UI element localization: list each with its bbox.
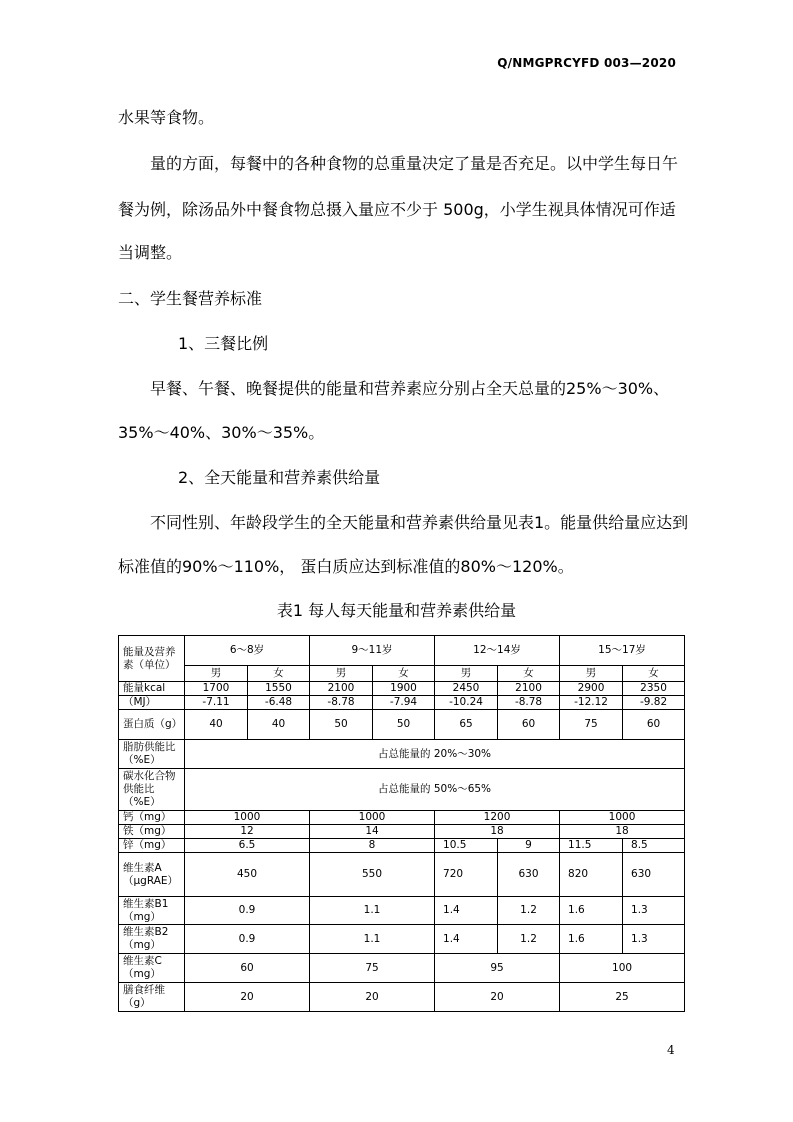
- table-cell: 450: [185, 853, 310, 897]
- table-corner-label: 能量及营养素（单位）: [119, 636, 185, 682]
- table-cell: -6.48: [248, 696, 310, 710]
- fat-label: 脂肪供能比（%E）: [119, 740, 185, 769]
- table-cell: 1.3: [623, 925, 685, 954]
- table-cell: 60: [185, 954, 310, 983]
- carb-label: 碳水化合物供能比（%E）: [119, 769, 185, 811]
- nutrition-table: [118, 635, 685, 1012]
- document-code: Q/NMGPRCYFD 003—2020: [497, 56, 676, 70]
- sex-female: 女: [248, 666, 310, 682]
- sex-female: 女: [498, 666, 560, 682]
- age-group-9-11: 9～11岁: [310, 636, 435, 666]
- table-cell: 1700: [185, 682, 248, 696]
- table-cell: 20: [185, 983, 310, 1012]
- table-cell: 65: [435, 710, 498, 740]
- fat-row: [119, 740, 685, 769]
- table-header-sex-row: [119, 666, 685, 682]
- table-cell: -7.11: [185, 696, 248, 710]
- table-cell: 2100: [310, 682, 373, 696]
- table-cell: 11.5: [560, 839, 623, 853]
- table-cell: 8: [310, 839, 435, 853]
- table-cell: 20: [310, 983, 435, 1012]
- table-cell: 2900: [560, 682, 623, 696]
- table-cell: 18: [560, 825, 685, 839]
- carb-value: 占总能量的 50%～65%: [185, 769, 685, 811]
- energy-kcal-row: [119, 682, 685, 696]
- paragraph-quantity-line2: 餐为例，除汤品外中餐食物总摄入量应不少于 500g，小学生视具体情况可作适: [118, 200, 676, 219]
- paragraph-quantity-line1: 量的方面，每餐中的各种食物的总重量决定了量是否充足。以中学生每日午: [150, 154, 679, 173]
- table-cell: 1550: [248, 682, 310, 696]
- table-cell: -8.78: [310, 696, 373, 710]
- table-cell: 75: [310, 954, 435, 983]
- table-cell: 2350: [623, 682, 685, 696]
- paragraph-continuation: 水果等食物。: [118, 108, 215, 127]
- iron-label: 铁（mg）: [119, 825, 185, 839]
- vitamin-a-row: [119, 853, 685, 897]
- table-cell: 6.5: [185, 839, 310, 853]
- table-caption: 表1 每人每天能量和营养素供给量: [276, 601, 517, 620]
- sex-female: 女: [623, 666, 685, 682]
- table-cell: 1200: [435, 811, 560, 825]
- table-cell: 630: [623, 853, 685, 897]
- paragraph-meal-ratio-line1: 早餐、午餐、晚餐提供的能量和营养素应分别占全天总量的25%～30%、: [150, 379, 670, 398]
- table-cell: 1.2: [498, 897, 560, 925]
- calcium-label: 钙（mg）: [119, 811, 185, 825]
- table-cell: 630: [498, 853, 560, 897]
- table-cell: 1.1: [310, 925, 435, 954]
- table-cell: 14: [310, 825, 435, 839]
- section-heading: 二、学生餐营养标准: [118, 289, 263, 308]
- table-cell: 60: [498, 710, 560, 740]
- table-cell: -9.82: [623, 696, 685, 710]
- table-cell: -7.94: [373, 696, 435, 710]
- table-cell: 50: [373, 710, 435, 740]
- table-cell: 0.9: [185, 925, 310, 954]
- table-cell: 820: [560, 853, 623, 897]
- sex-female: 女: [373, 666, 435, 682]
- table-cell: 1.4: [435, 925, 498, 954]
- iron-row: [119, 825, 685, 839]
- table-cell: 1000: [310, 811, 435, 825]
- age-group-6-8: 6～8岁: [185, 636, 310, 666]
- table-cell: 10.5: [435, 839, 498, 853]
- carb-row: [119, 769, 685, 811]
- table-cell: 720: [435, 853, 498, 897]
- table-cell: 18: [435, 825, 560, 839]
- table-cell: 2100: [498, 682, 560, 696]
- energy-mj-row: [119, 696, 685, 710]
- table-cell: 20: [435, 983, 560, 1012]
- table-cell: 1.2: [498, 925, 560, 954]
- table-cell: 550: [310, 853, 435, 897]
- fiber-label: 膳食纤维（g）: [119, 983, 185, 1012]
- fiber-row: [119, 983, 685, 1012]
- table-cell: 25: [560, 983, 685, 1012]
- table-cell: 100: [560, 954, 685, 983]
- paragraph-supply-line2: 标准值的90%～110%， 蛋白质应达到标准值的80%～120%。: [118, 557, 574, 576]
- table-cell: 1.1: [310, 897, 435, 925]
- table-cell: 2450: [435, 682, 498, 696]
- table-cell: 1900: [373, 682, 435, 696]
- vitamin-b1-label: 维生素B1（mg）: [119, 897, 185, 925]
- table-cell: 1.6: [560, 897, 623, 925]
- paragraph-quantity-line3: 当调整。: [118, 243, 183, 262]
- vitamin-b2-row: [119, 925, 685, 954]
- table-cell: 95: [435, 954, 560, 983]
- sex-male: 男: [560, 666, 623, 682]
- table-cell: 1.4: [435, 897, 498, 925]
- vitamin-b1-row: [119, 897, 685, 925]
- vitamin-c-label: 维生素C（mg）: [119, 954, 185, 983]
- energy-kcal-label: 能量kcal: [119, 682, 185, 696]
- energy-mj-label: （MJ）: [119, 696, 185, 710]
- vitamin-b2-label: 维生素B2（mg）: [119, 925, 185, 954]
- sex-male: 男: [435, 666, 498, 682]
- calcium-row: [119, 811, 685, 825]
- age-group-12-14: 12～14岁: [435, 636, 560, 666]
- table-cell: 8.5: [623, 839, 685, 853]
- table-cell: 60: [623, 710, 685, 740]
- subsection-heading-energy: 2、全天能量和营养素供给量: [178, 468, 381, 487]
- table-cell: 75: [560, 710, 623, 740]
- zinc-row: [119, 839, 685, 853]
- subsection-heading-meals: 1、三餐比例: [178, 334, 269, 353]
- age-group-15-17: 15～17岁: [560, 636, 685, 666]
- paragraph-supply-line1: 不同性别、年龄段学生的全天能量和营养素供给量见表1。能量供给量应达到: [150, 513, 689, 532]
- table-cell: 0.9: [185, 897, 310, 925]
- vitamin-c-row: [119, 954, 685, 983]
- table-cell: 1000: [185, 811, 310, 825]
- table-cell: 1000: [560, 811, 685, 825]
- table-cell: 12: [185, 825, 310, 839]
- sex-male: 男: [185, 666, 248, 682]
- protein-row: [119, 710, 685, 740]
- paragraph-meal-ratio-line2: 35%～40%、30%～35%。: [118, 423, 325, 442]
- page-number: 4: [667, 1043, 675, 1057]
- zinc-label: 锌（mg）: [119, 839, 185, 853]
- table-cell: -8.78: [498, 696, 560, 710]
- table-cell: 40: [248, 710, 310, 740]
- fat-value: 占总能量的 20%～30%: [185, 740, 685, 769]
- table-cell: 40: [185, 710, 248, 740]
- table-cell: 1.3: [623, 897, 685, 925]
- table-cell: 50: [310, 710, 373, 740]
- table-cell: 1.6: [560, 925, 623, 954]
- table-cell: -10.24: [435, 696, 498, 710]
- table-cell: 9: [498, 839, 560, 853]
- table-cell: -12.12: [560, 696, 623, 710]
- sex-male: 男: [310, 666, 373, 682]
- table-header-age-row: [119, 636, 685, 666]
- protein-label: 蛋白质（g）: [119, 710, 185, 740]
- vitamin-a-label: 维生素A（μgRAE）: [119, 853, 185, 897]
